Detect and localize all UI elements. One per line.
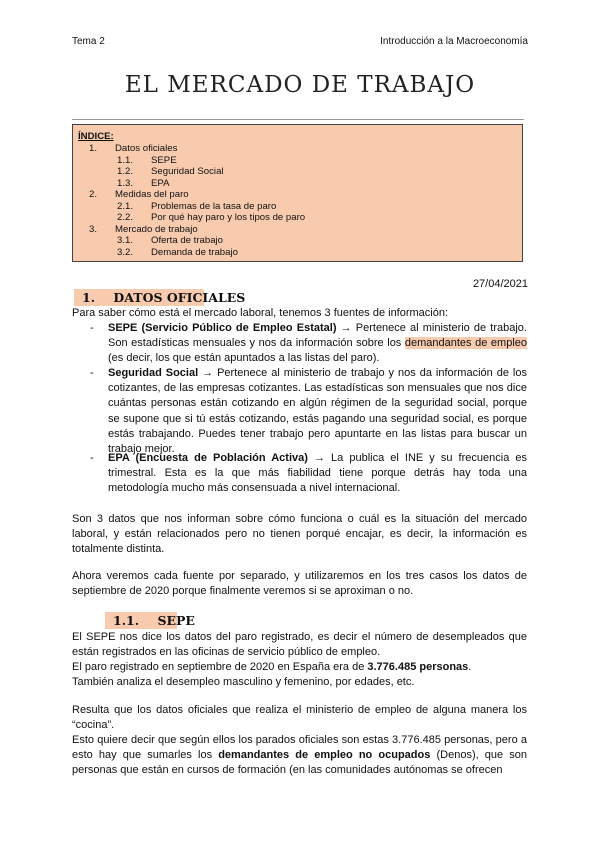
- bold-term: demandantes de empleo no ocupados: [218, 749, 431, 762]
- bullet-text: La publica el INE y su frecuencia es trimestral. Esta es la que más fiabilidad tiene porque detrás hay toda una metodología mucho más consensuada a nivel internacional.: [108, 452, 527, 495]
- date: 27/04/2021: [472, 278, 528, 290]
- bullet-dash: -: [90, 367, 94, 379]
- paragraph-3-datos: Son 3 datos que nos informan sobre cómo funciona o cuál es la situación del mercado laboral, y están relacionados pero no tienen porqué encajar, es decir, la información es totalmente distinta.: [72, 513, 527, 556]
- bullet-term: Seguridad Social: [108, 367, 199, 379]
- bullet-sepe: [90, 321, 527, 367]
- bold-figure: 3.776.485 personas: [367, 661, 469, 673]
- bullet-seguridad-social: [90, 366, 527, 457]
- sepe-paragraph-3: También analiza el desempleo masculino y femenino, por edades, etc.: [72, 676, 415, 688]
- index-item-number: 1.3.: [117, 177, 134, 189]
- title-divider: [72, 119, 524, 120]
- arrow: →: [307, 452, 332, 464]
- section-number: 1.: [82, 290, 96, 305]
- paragraph-fuentes: Ahora veremos cada fuente por separado, y utilizaremos en los tres casos los datos de septiembre de 2020 porque finalmente veremos si se aproximan o no.: [72, 570, 527, 598]
- sepe-paragraph-4: Resulta que los datos oficiales que realiza el ministerio de empleo de alguna manera los “cocina”.: [72, 704, 527, 732]
- index-item-label: SEPE: [151, 154, 177, 166]
- index-heading: ÍNDICE:: [78, 131, 114, 142]
- index-item-label: Por qué hay paro y los tipos de paro: [151, 212, 306, 223]
- sepe-paragraph-2: [72, 660, 527, 675]
- bullet-text-end: (es decir, los que están apuntados a las listas del paro).: [108, 352, 380, 365]
- sepe-paragraph-1: El SEPE nos dice los datos del paro registrado, es decir el número de desempleados que están registrados en las oficinas de servicio público de empleo.: [72, 631, 527, 659]
- index-item-label: EPA: [151, 177, 170, 189]
- index-box: [72, 124, 523, 262]
- section-number: 1.1.: [113, 613, 140, 628]
- bullet-term: SEPE (Servicio Público de Empleo Estatal): [108, 322, 337, 334]
- text: Esto quiere decir que según ellos los parados oficiales son estas 3.776.485 personas, pero a esto hay que sumarles los: [72, 734, 527, 762]
- index-item-number: 3.1.: [117, 235, 134, 246]
- section-1-1-heading: [113, 613, 195, 628]
- sepe-paragraph-5: [72, 733, 527, 779]
- index-item-label: Mercado de trabajo: [115, 223, 198, 235]
- bullet-dash: -: [90, 322, 94, 334]
- text: .: [468, 661, 472, 673]
- highlighted-text: demandantes de empleo: [404, 337, 528, 350]
- page-title: EL MERCADO DE TRABAJO: [124, 72, 476, 98]
- arrow: →: [198, 367, 218, 379]
- text: (Denos), que son personas que están en cursos de formación (en las comunidades autónomas se ofrecen: [72, 749, 528, 777]
- index-item-label: Seguridad Social: [151, 166, 224, 177]
- index-item-number: 2.1.: [117, 200, 134, 212]
- intro-paragraph: Para saber cómo está el mercado laboral, tenemos 3 fuentes de información:: [72, 307, 449, 319]
- section-title: SEPE: [157, 613, 195, 628]
- index-item-label: Demanda de trabajo: [151, 246, 238, 258]
- index-item-number: 1.: [89, 143, 98, 154]
- bullet-epa: [90, 451, 527, 497]
- index-item-label: Datos oficiales: [115, 143, 178, 154]
- bullet-text: Pertenece al ministerio de trabajo y nos da información de los cotizantes, de las empresas cotizantes. Las estadísticas son mensuales que nos dice cuántas personas están cotizando en algún régimen de la seguridad social, porque se supone que si tú estás cotizando, estás pagando una seguridad social, es porque estás trabajando. Puedes tener trabajo pero apuntarte en las listas para buscar un trabajo mejor.: [108, 367, 527, 456]
- index-item-label: Medidas del paro: [115, 189, 189, 200]
- bullet-term: EPA (Encuesta de Población Activa): [108, 452, 308, 464]
- index-item-number: 1.1.: [117, 154, 134, 166]
- index-item-label: Oferta de trabajo: [151, 235, 223, 246]
- index-item-number: 2.2.: [117, 212, 134, 223]
- bullet-dash: -: [90, 452, 94, 464]
- index-item-number: 1.2.: [117, 166, 134, 177]
- section-1-heading: [82, 290, 245, 305]
- header-left: Tema 2: [72, 36, 105, 47]
- header-right: Introducción a la Macroeconomía: [380, 36, 528, 47]
- index-item-number: 3.: [89, 223, 98, 235]
- index-item-number: 3.2.: [117, 246, 134, 258]
- text: El paro registrado en septiembre de 2020 en España era de: [72, 661, 368, 673]
- bullet-text: Pertenece al ministerio de trabajo. Son estadísticas mensuales y nos da información sobre los: [108, 322, 527, 350]
- arrow: →: [336, 322, 356, 334]
- index-item-number: 2.: [89, 189, 98, 200]
- index-item-label: Problemas de la tasa de paro: [151, 200, 277, 212]
- section-title: DATOS OFICIALES: [113, 290, 246, 305]
